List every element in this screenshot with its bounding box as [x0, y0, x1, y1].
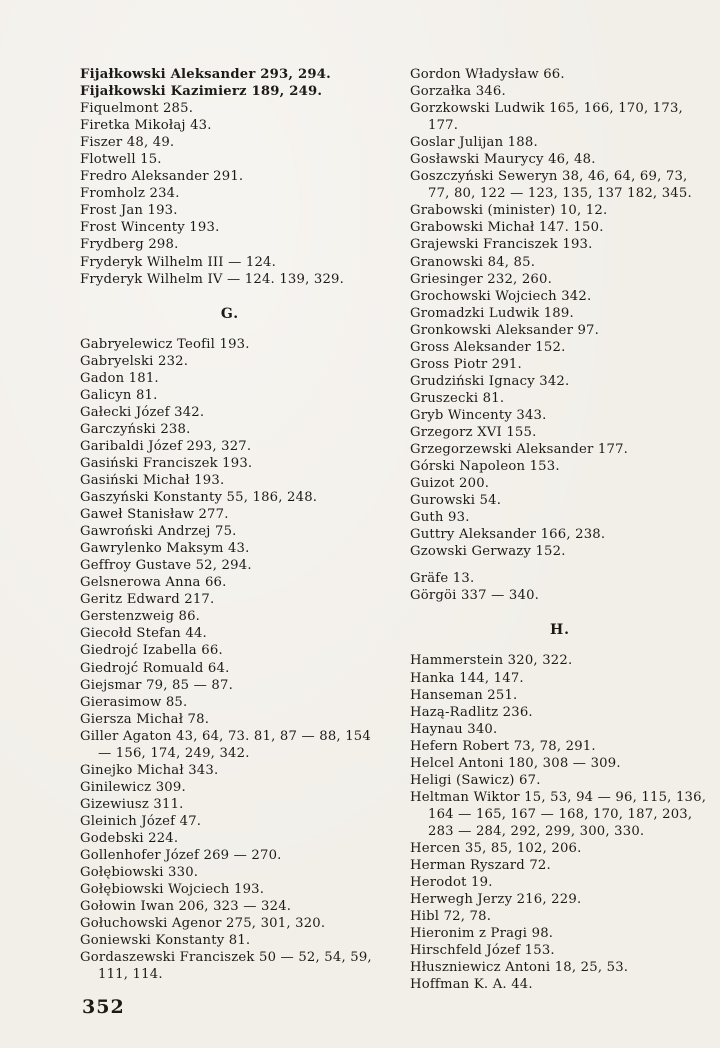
index-entry: Granowski 84, 85.: [410, 254, 536, 270]
index-entry: Grudziński Ignacy 342.: [410, 373, 570, 389]
index-entry: Fijałkowski Aleksander 293, 294.: [80, 67, 331, 82]
index-entry: Gabryelewicz Teofil 193.: [80, 336, 250, 352]
index-entry: Garibaldi Józef 293, 327.: [80, 438, 252, 454]
index-entry: Gasiński Michał 193.: [80, 472, 225, 488]
index-entry: Fryderyk Wilhelm IV — 124. 139, 329.: [80, 271, 345, 287]
index-entry: Fijałkowski Kazimierz 189, 249.: [80, 84, 323, 100]
index-entry: Gruszecki 81.: [410, 390, 505, 406]
index-entry: Frost Wincenty 193.: [80, 220, 220, 236]
index-entry: Grzegorzewski Aleksander 177.: [410, 442, 629, 458]
index-entry: Gollenhofer Józef 269 — 270.: [80, 848, 282, 864]
index-entry: Geritz Edward 217.: [80, 592, 215, 608]
index-entry: Gelsnerowa Anna 66.: [80, 575, 227, 591]
index-entry: Gawrylenko Maksym 43.: [80, 541, 250, 557]
index-entry: Hazą-Radlitz 236.: [410, 704, 533, 720]
index-entry: Galicyn 81.: [80, 387, 158, 403]
index-entry: Hibl 72, 78.: [410, 909, 492, 925]
index-entry: Gaszyński Konstanty 55, 186, 248.: [80, 490, 318, 506]
index-entry: Fredro Aleksander 291.: [80, 169, 244, 185]
index-entry: Hercen 35, 85, 102, 206.: [410, 840, 582, 856]
index-entry: Gräfe 13.: [410, 571, 475, 587]
spacer: [410, 560, 710, 570]
index-entry: Gordon Władysław 66.: [410, 67, 565, 82]
index-entry: Gronkowski Aleksander 97.: [410, 322, 600, 338]
right-column: [410, 66, 710, 993]
index-entry: Giecołd Stefan 44.: [80, 626, 207, 642]
index-entry: Gawroński Andrzej 75.: [80, 524, 237, 540]
index-entry: Heligi (Sawicz) 67.: [410, 772, 541, 788]
index-entry: Fromholz 234.: [80, 186, 180, 202]
index-entry: Geffroy Gustave 52, 294.: [80, 558, 252, 574]
index-entry: Gołowin Iwan 206, 323 — 324.: [80, 899, 292, 915]
index-entry: Fryderyk Wilhelm III — 124.: [80, 254, 277, 270]
index-entry: Heltman Wiktor 15, 53, 94 — 96, 115, 136, 164 — 165, 167 — 168, 170, 187, 203, 283 — 284, 292, 299, 300, 330.: [410, 789, 707, 839]
index-entry: Hirschfeld Józef 153.: [410, 943, 555, 959]
index-entry: Grabowski Michał 147. 150.: [410, 220, 604, 236]
index-entry: Fiquelmont 285.: [80, 101, 194, 117]
entries-g-continued-list: [410, 66, 710, 560]
index-entry: Herman Ryszard 72.: [410, 858, 551, 874]
index-entry: Gerstenzweig 86.: [80, 609, 201, 625]
left-column: [80, 66, 380, 983]
index-entry: Guttry Aleksander 166, 238.: [410, 527, 606, 543]
index-entry: Guizot 200.: [410, 476, 490, 492]
section-heading-g: G.: [220, 305, 240, 322]
index-entry: Flotwell 15.: [80, 152, 162, 168]
index-entry: Gleinich Józef 47.: [80, 813, 202, 829]
index-entry: Herwegh Jerzy 216, 229.: [410, 892, 582, 908]
index-entry: Gałecki Józef 342.: [80, 404, 205, 420]
index-entry: Gorzkowski Ludwik 165, 166, 170, 173, 177.: [410, 101, 683, 134]
entries-h-list: [410, 652, 710, 993]
index-entry: Gzowski Gerwazy 152.: [410, 544, 566, 560]
index-entry: Gurowski 54.: [410, 493, 502, 509]
index-entry: Frost Jan 193.: [80, 203, 178, 219]
index-entry: Haynau 340.: [410, 721, 498, 737]
index-entry: Griesinger 232, 260.: [410, 271, 552, 287]
index-entry: Giller Agaton 43, 64, 73. 81, 87 — 88, 154 — 156, 174, 249, 342.: [80, 728, 371, 761]
index-entry: Grochowski Wojciech 342.: [410, 288, 592, 304]
index-entry: Ginilewicz 309.: [80, 779, 186, 795]
index-entry: Gross Piotr 291.: [410, 356, 522, 372]
index-entry: Gołębiowski Wojciech 193.: [80, 882, 265, 898]
index-entry: Ginejko Michał 343.: [80, 762, 219, 778]
index-entry: Hieronim z Pragi 98.: [410, 926, 554, 942]
index-entry: Gołębiowski 330.: [80, 865, 199, 881]
index-entry: Garczyński 238.: [80, 421, 191, 437]
index-entry: Firetka Mikołaj 43.: [80, 118, 212, 134]
index-entry: Hłuszniewicz Antoni 18, 25, 53.: [410, 960, 629, 976]
index-entry: Goniewski Konstanty 81.: [80, 933, 251, 949]
index-entry: Hanseman 251.: [410, 687, 518, 703]
entries-f-list: [80, 66, 380, 288]
index-entry: Herodot 19.: [410, 875, 493, 891]
index-entry: Guth 93.: [410, 510, 470, 526]
page-number: 352: [82, 996, 125, 1018]
index-entry: Goszczyński Seweryn 38, 46, 64, 69, 73, 77, 80, 122 — 123, 135, 137 182, 345.: [410, 169, 692, 202]
index-entry: Górski Napoleon 153.: [410, 459, 560, 475]
index-entry: Görgöi 337 — 340.: [410, 588, 540, 604]
index-entry: Helcel Antoni 180, 308 — 309.: [410, 755, 621, 771]
index-entry: Giejsmar 79, 85 — 87.: [80, 677, 233, 693]
index-entry: Gryb Wincenty 343.: [410, 407, 547, 423]
entries-g-umlaut-list: [410, 570, 710, 604]
index-entry: Gorzałka 346.: [410, 84, 506, 100]
index-entry: Fiszer 48, 49.: [80, 135, 175, 151]
index-entry: Hoffman K. A. 44.: [410, 977, 533, 993]
section-heading-h: H.: [549, 622, 571, 639]
entries-g-list: [80, 336, 380, 984]
index-entry: Gasiński Franciszek 193.: [80, 455, 253, 471]
index-entry: Goslar Julijan 188.: [410, 135, 538, 151]
index-entry: Hammerstein 320, 322.: [410, 653, 573, 669]
index-entry: Gabryelski 232.: [80, 353, 189, 369]
index-entry: Gizewiusz 311.: [80, 796, 184, 812]
index-entry: Gordaszewski Franciszek 50 — 52, 54, 59, 111, 114.: [80, 950, 372, 983]
index-entry: Frydberg 298.: [80, 237, 179, 253]
index-entry: Hanka 144, 147.: [410, 670, 524, 686]
index-entry: Gołuchowski Agenor 275, 301, 320.: [80, 916, 326, 932]
index-entry: Gosławski Maurycy 46, 48.: [410, 152, 596, 168]
index-entry: Grajewski Franciszek 193.: [410, 237, 593, 253]
index-entry: Gromadzki Ludwik 189.: [410, 305, 574, 321]
index-entry: Grabowski (minister) 10, 12.: [410, 203, 608, 219]
index-entry: Gaweł Stanisław 277.: [80, 507, 229, 523]
index-entry: Giedrojć Romuald 64.: [80, 660, 230, 676]
index-entry: Gadon 181.: [80, 370, 159, 386]
index-entry: Gierasimow 85.: [80, 694, 188, 710]
index-entry: Giedrojć Izabella 66.: [80, 643, 223, 659]
index-entry: Gross Aleksander 152.: [410, 339, 566, 355]
index-entry: Hefern Robert 73, 78, 291.: [410, 738, 596, 754]
index-entry: Giersza Michał 78.: [80, 711, 210, 727]
index-entry: Godebski 224.: [80, 830, 179, 846]
index-entry: Grzegorz XVI 155.: [410, 424, 537, 440]
